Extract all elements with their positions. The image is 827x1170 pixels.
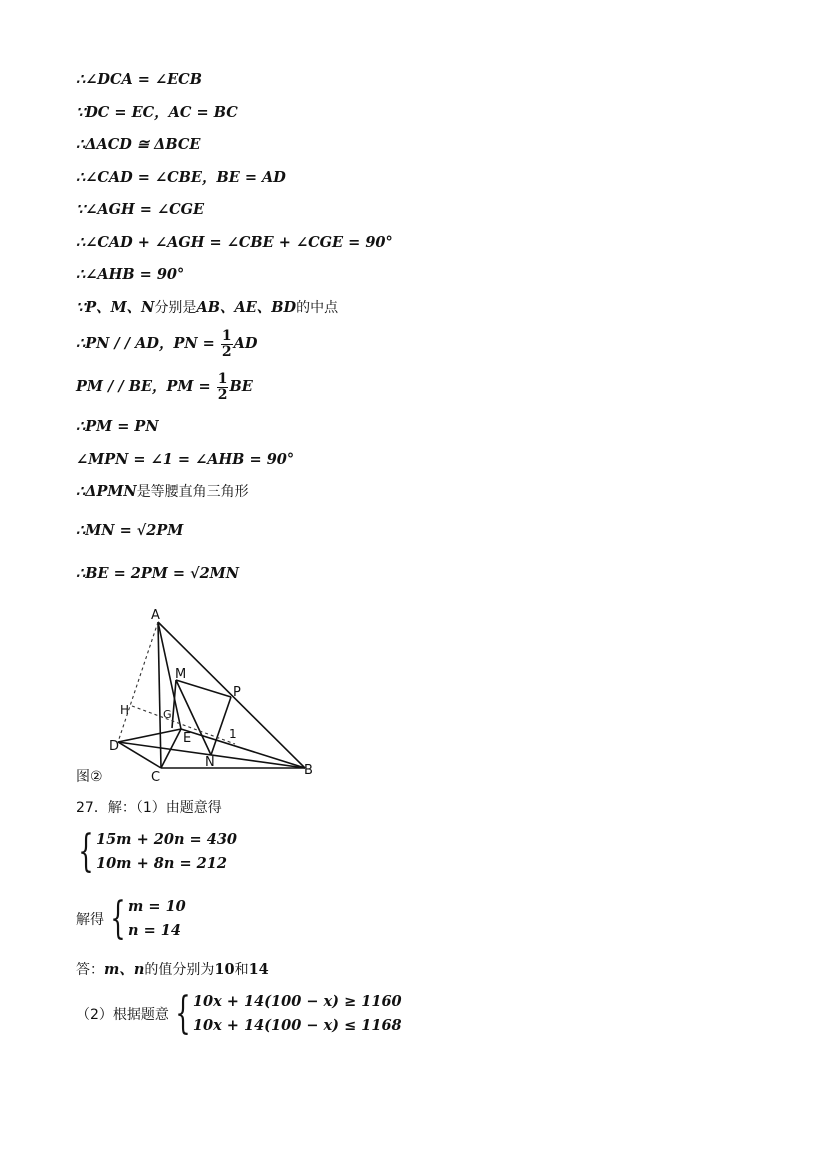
be-line: ∴BE = 2PM = √2MN — [76, 565, 239, 582]
figure-caption: 图② — [76, 769, 103, 785]
segment-ac — [158, 622, 161, 768]
midpoint-middle: 分别是 — [154, 300, 197, 316]
segment-dc — [118, 742, 161, 768]
pm-post: BE — [229, 378, 253, 395]
system-2-eq-2: n = 14 — [128, 922, 181, 939]
geometry-figure — [100, 600, 330, 785]
answer-vars: m、n — [104, 961, 145, 978]
segment-pn — [211, 697, 231, 755]
pm-line — [76, 370, 253, 404]
answer-mid: 的值分别为 — [144, 962, 215, 978]
answer-v2: 14 — [248, 961, 269, 978]
proof-line-2: ∵DC = EC，AC = BC — [76, 104, 238, 121]
dashed-ad — [118, 622, 158, 742]
solve-label: 解得 — [76, 912, 104, 928]
system-2-eq-1: m = 10 — [128, 898, 186, 915]
label-g: G — [163, 708, 172, 721]
pn-num: 1 — [221, 327, 232, 344]
brace-icon: { — [110, 893, 126, 944]
label-h: H — [120, 703, 130, 717]
label-a: A — [151, 608, 160, 623]
label-n: N — [205, 755, 215, 770]
label-p: P — [233, 685, 241, 700]
pn-post: AD — [233, 335, 258, 352]
triangle-pre: ∴ΔPMN — [76, 483, 137, 500]
system-1 — [72, 828, 237, 876]
triangle-post: 是等腰直角三角形 — [136, 484, 249, 500]
midpoint-points: ∵P、M、N — [76, 299, 155, 316]
brace-icon: { — [175, 988, 191, 1039]
q27-heading: 27．解：（1）由题意得 — [76, 800, 222, 816]
segment-de — [118, 729, 181, 742]
pn-den: 2 — [221, 343, 232, 360]
label-b: B — [304, 763, 313, 778]
answer-pre: 答： — [76, 962, 104, 978]
pn-line — [76, 327, 257, 361]
pm-num: 1 — [217, 370, 228, 387]
proof-line-1: ∴∠DCA = ∠ECB — [76, 71, 202, 88]
system-1-eq-2: 10m + 8n = 212 — [96, 855, 227, 872]
label-1: 1 — [229, 727, 237, 741]
segment-ab — [158, 622, 305, 768]
pm-fraction — [217, 372, 229, 403]
midpoint-segments: AB、AE、BD — [196, 299, 297, 316]
solution-system — [76, 895, 186, 943]
part2-label: （2）根据题意 — [76, 1007, 169, 1023]
inequality-1: 10x + 14(100 − x) ≥ 1160 — [192, 993, 402, 1010]
system-1-eq-1: 15m + 20n = 430 — [96, 831, 237, 848]
brace-icon: { — [78, 826, 94, 877]
pm-den: 2 — [217, 386, 228, 403]
answer-and: 和 — [234, 962, 249, 978]
angle-line: ∠MPN = ∠1 = ∠AHB = 90° — [76, 451, 295, 468]
segment-mn — [176, 680, 211, 755]
proof-line-6: ∴∠CAD + ∠AGH = ∠CBE + ∠CGE = 90° — [76, 234, 393, 251]
label-d: D — [109, 739, 120, 754]
midpoint-line — [76, 298, 338, 318]
proof-line-7: ∴∠AHB = 90° — [76, 266, 185, 283]
proof-line-3: ∴ΔACD ≅ ΔBCE — [76, 136, 201, 153]
pm-pn-line: ∴PM = PN — [76, 418, 159, 435]
mn-line: ∴MN = √2PM — [76, 522, 184, 539]
label-m: M — [175, 667, 187, 682]
proof-line-4: ∴∠CAD = ∠CBE，BE = AD — [76, 169, 286, 186]
inequality-2: 10x + 14(100 − x) ≤ 1168 — [192, 1017, 402, 1034]
triangle-line — [76, 482, 249, 502]
pm-pre: PM / / BE，PM = — [76, 378, 211, 395]
pn-pre: ∴PN / / AD，PN = — [76, 335, 215, 352]
midpoint-suffix: 的中点 — [296, 300, 339, 316]
label-e: E — [183, 731, 192, 746]
segment-mp — [176, 680, 231, 697]
answer-v1: 10 — [214, 961, 235, 978]
label-c: C — [151, 770, 161, 785]
inequality-system — [76, 990, 402, 1038]
pn-fraction — [221, 329, 233, 360]
answer-line — [76, 960, 269, 980]
proof-line-5: ∵∠AGH = ∠CGE — [76, 201, 205, 218]
